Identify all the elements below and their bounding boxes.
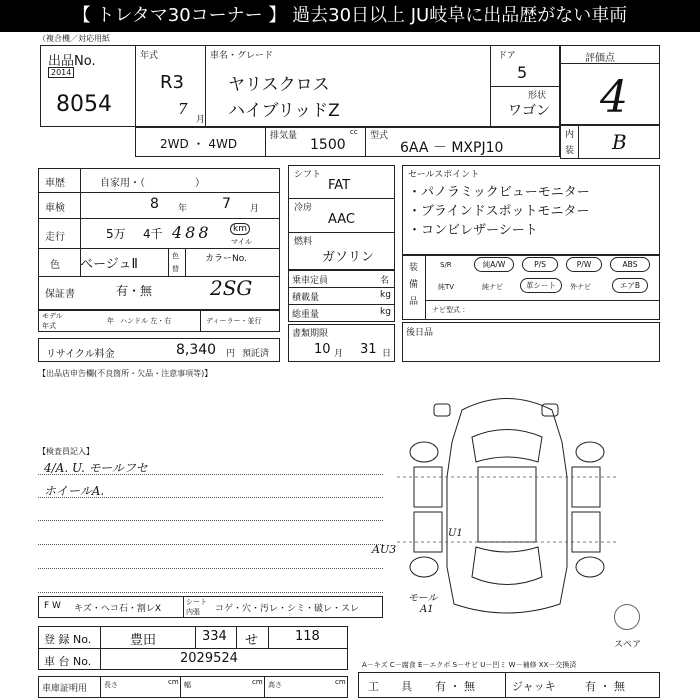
score-label: 評価点: [585, 53, 615, 64]
ac-label: 冷房: [294, 203, 313, 213]
seat-label-2: 内張: [186, 608, 200, 616]
color-change-1: 色: [172, 252, 179, 260]
recycle-label: リサイクル料金: [46, 349, 115, 360]
load-unit: kg: [380, 290, 391, 300]
chassis-number: 2029524: [180, 651, 238, 666]
inspection-year-unit: 年: [178, 204, 188, 214]
height-label: 高さ: [268, 681, 282, 689]
inspector-note-1: 4/A. U. モールフセ: [44, 461, 148, 475]
length-label: 長さ: [104, 681, 118, 689]
reg-class: 334: [202, 629, 227, 644]
navi-model-label: ナビ型式 ：: [432, 306, 470, 314]
warranty-value: 有・無: [116, 284, 153, 298]
eq-navi: 純ナビ: [482, 283, 503, 291]
sales-point-1: ・パノラミックビューモニター: [408, 185, 590, 200]
recycle-amount: 8,340: [176, 342, 217, 358]
chassis-label: 車 台 No.: [44, 655, 92, 668]
weight-unit: kg: [380, 307, 391, 317]
sales-point-2: ・ブラインドスポットモニター: [408, 204, 590, 219]
jack-value: 有 ・ 無: [585, 680, 625, 693]
cm-unit-3: cm: [335, 678, 346, 686]
dealer-type: ディーラー・並行: [206, 317, 262, 325]
fw-label: F W: [44, 601, 61, 611]
color-no-label: カラーNo.: [205, 254, 247, 264]
reg-kana: せ: [245, 633, 259, 648]
era-year: R3: [160, 72, 184, 93]
capacity-unit: 名: [380, 276, 390, 286]
year-label: 年式: [140, 51, 159, 61]
eq-power-window: P/W: [566, 257, 602, 272]
cm-unit-2: cm: [252, 678, 263, 686]
color-value: ベージュⅡ: [80, 257, 138, 272]
shift-label: シフト: [294, 170, 322, 180]
cc-unit: cc: [350, 128, 358, 136]
eq-sr: S/R: [440, 261, 452, 269]
name-label: 車名・グレード: [210, 51, 274, 61]
history-label: 車歴: [45, 178, 65, 189]
corner-note: （複合機／対応用紙: [38, 34, 110, 43]
door-label: ドア: [498, 51, 516, 61]
deadline-label: 書類期限: [292, 329, 329, 339]
seat-items: コゲ・穴・汚レ・シミ・破レ・スレ: [215, 604, 360, 614]
car-grade: ハイブリッドZ: [228, 101, 340, 121]
car-name: ヤリスクロス: [228, 75, 330, 95]
equip-label-2: 備: [409, 280, 419, 290]
later-items-label: 後日品: [406, 328, 434, 338]
color-label: 色: [50, 260, 60, 271]
score-value: 4: [600, 72, 628, 123]
shift-value: FAT: [328, 178, 351, 193]
recycle-note: 預託済: [242, 349, 270, 359]
deadline-day: 31: [360, 342, 377, 357]
weight-label: 総重量: [292, 310, 320, 320]
mile-unit: マイル: [231, 238, 252, 246]
model-code: 6AA － MXPJ10: [400, 140, 504, 156]
sales-label: セールスポイント: [408, 170, 480, 180]
door-count: 5: [517, 63, 528, 82]
mileage-label: 走行: [45, 232, 65, 243]
deadline-day-unit: 日: [382, 349, 392, 359]
damage-legend: A－キズ C－腐食 E－エクボ S－サビ U－凹ミ W－補修 XX－交換済: [362, 661, 577, 669]
fuel-value: ガソリン: [322, 250, 375, 265]
width-label: 幅: [184, 681, 191, 689]
lot-number: 8054: [56, 92, 112, 117]
body-shape: ワゴン: [508, 103, 550, 119]
diagram-note-a1: A1: [420, 604, 434, 615]
equip-label-1: 装: [409, 263, 419, 273]
mileage-sen: 4千: [143, 227, 163, 241]
interior-label-1: 内: [565, 130, 575, 140]
jack-label: ジャッキ: [512, 680, 556, 693]
load-label: 積載量: [292, 293, 320, 303]
header-banner: 【 トレタマ30コーナー 】 過去30日以上 JU岐阜に出品歴がない車両: [0, 0, 700, 32]
history-value: 自家用・（ ）: [100, 178, 205, 189]
deadline-month-unit: 月: [334, 349, 344, 359]
drive-type: 2WD ・ 4WD: [160, 137, 238, 151]
interior-label-2: 装: [565, 146, 575, 156]
km-unit: km: [230, 223, 250, 235]
inspection-month: 7: [222, 196, 231, 212]
reg-number: 118: [295, 629, 320, 644]
eq-abs: ABS: [610, 257, 650, 272]
recycle-unit: 円: [226, 349, 236, 359]
reg-month: 7: [178, 100, 188, 118]
garage-cert-label: 車庫証明用: [42, 684, 88, 694]
fuel-label: 燃料: [294, 237, 313, 247]
color-number: 2SG: [210, 276, 253, 300]
sales-point-3: ・コンビレザーシート: [408, 223, 538, 238]
fw-items: キズ・ヘコ石・割レX: [74, 604, 161, 614]
equip-label-3: 品: [409, 297, 419, 307]
later-items-box: [402, 322, 660, 362]
eq-power-steering: P/S: [522, 257, 558, 272]
eq-airbag: エアB: [612, 278, 648, 293]
cm-unit-1: cm: [168, 678, 179, 686]
lot-year: 2014: [48, 67, 74, 78]
model-label: 型式: [370, 131, 389, 141]
color-change-2: 替: [172, 265, 179, 273]
handle-side: ハンドル 左・右: [120, 317, 172, 325]
diagram-note-au: AU3: [372, 543, 397, 556]
inspector-note-2: ホイールA.: [44, 484, 105, 498]
mileage-man: 5万: [106, 227, 126, 241]
tools-value: 有 ・ 無: [435, 680, 475, 693]
displacement-label: 排気量: [270, 131, 298, 141]
inspection-year: 8: [150, 196, 159, 212]
inspection-month-unit: 月: [250, 204, 260, 214]
model-year-mark: 年: [107, 317, 114, 325]
ac-value: AAC: [328, 212, 355, 227]
capacity-label: 乗車定員: [292, 276, 329, 286]
shape-label: 形状: [528, 91, 547, 101]
reg-place: 豊田: [130, 633, 157, 648]
model-year-label-1: モデル: [42, 312, 63, 320]
reg-label: 登 録 No.: [44, 633, 92, 646]
spare-label: スペア: [614, 640, 642, 650]
diagram-note-mole: モール: [408, 593, 438, 604]
inspection-label: 車検: [45, 203, 65, 214]
eq-alloy-wheel: 純A/W: [474, 257, 514, 272]
declaration-label: 【出品店申告欄(不良箇所・欠品・注意事項等)】: [38, 369, 213, 378]
warranty-label: 保証書: [45, 289, 75, 300]
diagram-note-u1: U1: [448, 528, 463, 539]
eq-ext-navi: 外ナビ: [570, 283, 591, 291]
interior-grade: B: [612, 130, 627, 154]
month-unit: 月: [196, 115, 206, 125]
mileage-rest: 488: [172, 223, 212, 242]
model-year-label-2: 年式: [42, 322, 56, 330]
seat-label: シート: [186, 598, 207, 606]
interior-box: [560, 125, 660, 159]
eq-tv: 純TV: [438, 283, 455, 291]
eq-leather-seat: 革シート: [520, 278, 562, 293]
displacement: 1500: [310, 137, 346, 153]
inspector-label: 【検査員記入】: [38, 447, 94, 456]
deadline-month: 10: [314, 342, 331, 357]
lot-label: 出品No.: [48, 54, 96, 69]
tools-label: 工 具: [368, 680, 412, 693]
